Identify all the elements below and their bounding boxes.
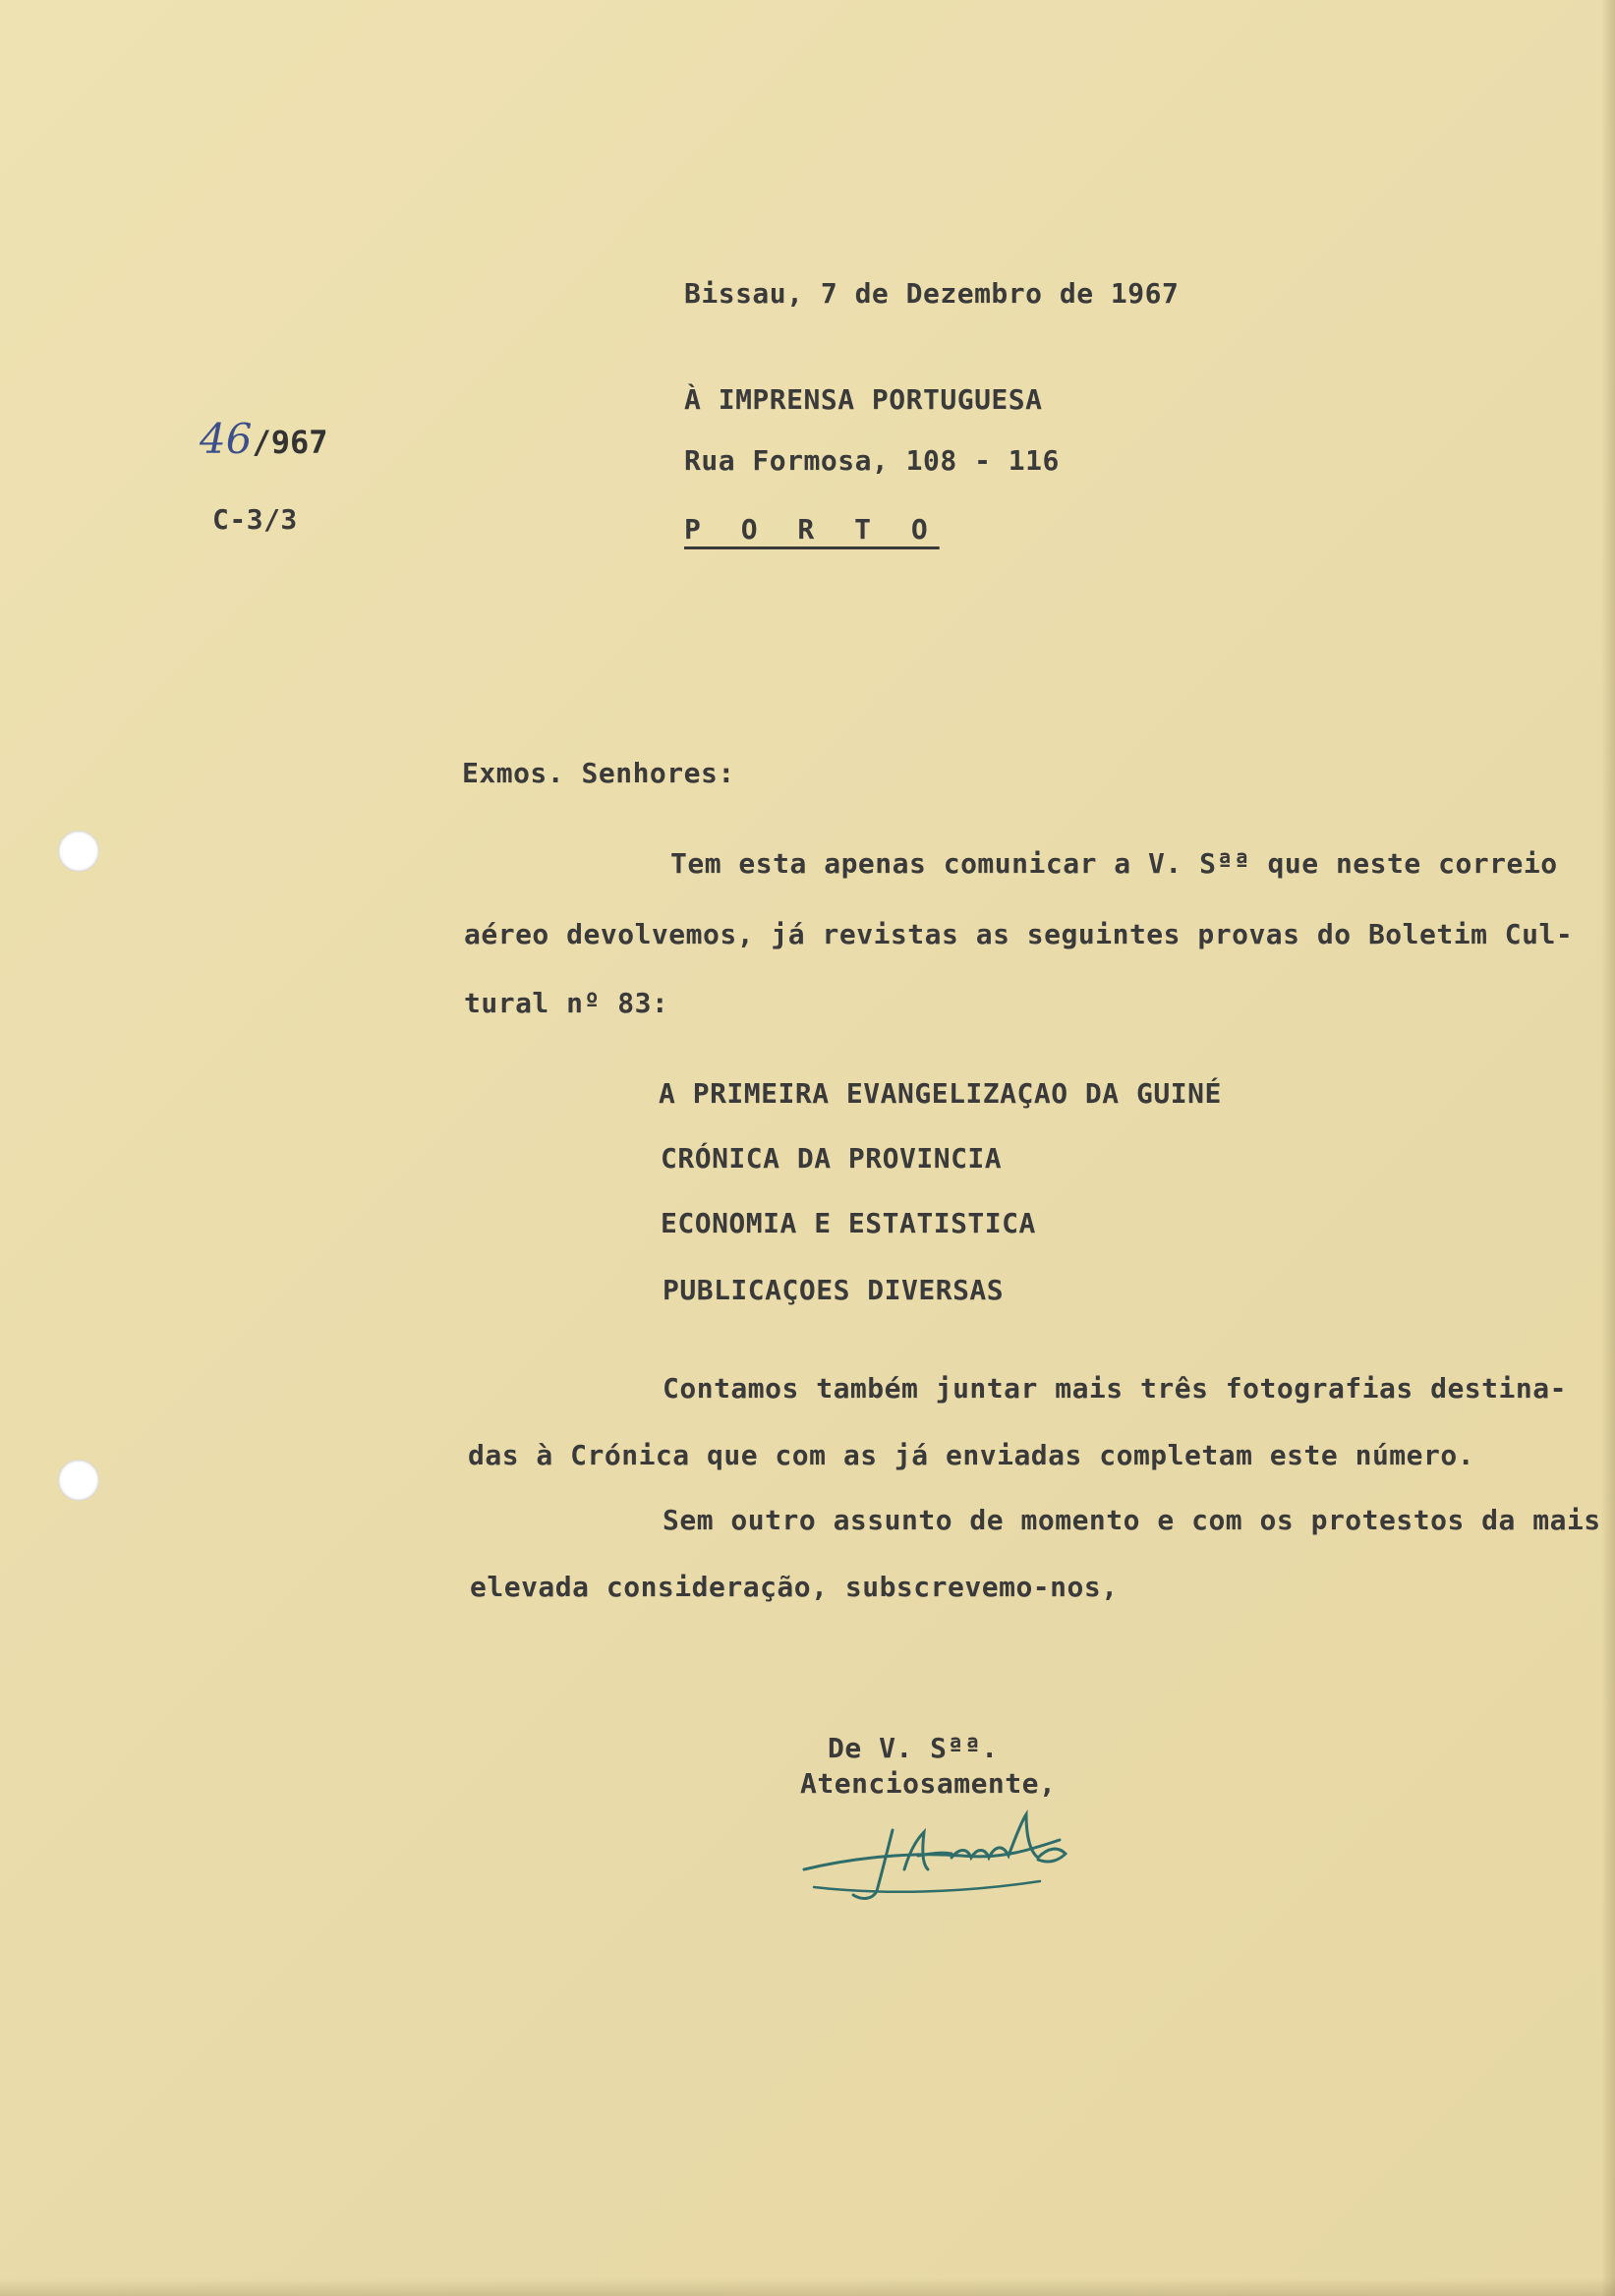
salutation: Exmos. Senhores: [462, 757, 735, 789]
closing-line1: De V. Sªª. [828, 1732, 999, 1764]
paragraph3-line2: elevada consideração, subscrevemo-nos, [470, 1571, 1119, 1603]
list-item: CRÓNICA DA PROVINCIA [661, 1142, 1003, 1175]
list-item: PUBLICAÇOES DIVERSAS [663, 1274, 1005, 1306]
reference-code: C-3/3 [212, 503, 298, 536]
paper-edge-shadow-right [1601, 0, 1615, 2296]
paragraph3-line1: Sem outro assunto de momento e com os protestos da mais [663, 1504, 1601, 1536]
punch-hole-top [58, 831, 99, 872]
list-item: ECONOMIA E ESTATISTICA [661, 1207, 1036, 1239]
closing-line2: Atenciosamente, [800, 1767, 1057, 1800]
paper-edge-shadow-bottom [0, 2278, 1615, 2296]
handwritten-signature-icon [794, 1801, 1119, 1909]
paragraph1-line2: aéreo devolvemos, já revistas as seguintes provas do Boletim Cul- [464, 918, 1574, 950]
reference-handwritten-number: 46 [200, 415, 253, 463]
paragraph1-line3: tural nº 83: [464, 987, 669, 1019]
punch-hole-bottom [58, 1460, 99, 1501]
date-line: Bissau, 7 de Dezembro de 1967 [684, 277, 1180, 310]
reference-year: /967 [252, 424, 328, 461]
paragraph2-line2: das à Crónica que com as já enviadas completam este número. [468, 1439, 1475, 1471]
list-item: A PRIMEIRA EVANGELIZAÇAO DA GUINÉ [659, 1077, 1222, 1110]
recipient-street: Rua Formosa, 108 - 116 [684, 444, 1060, 477]
recipient-city: P O R T O [684, 513, 940, 545]
paragraph2-line1: Contamos também juntar mais três fotografias destina- [663, 1372, 1567, 1405]
reference-number [200, 415, 328, 463]
recipient-name: À IMPRENSA PORTUGUESA [684, 383, 1043, 416]
paragraph1-line1: Tem esta apenas comunicar a V. Sªª que neste correio [670, 847, 1558, 880]
